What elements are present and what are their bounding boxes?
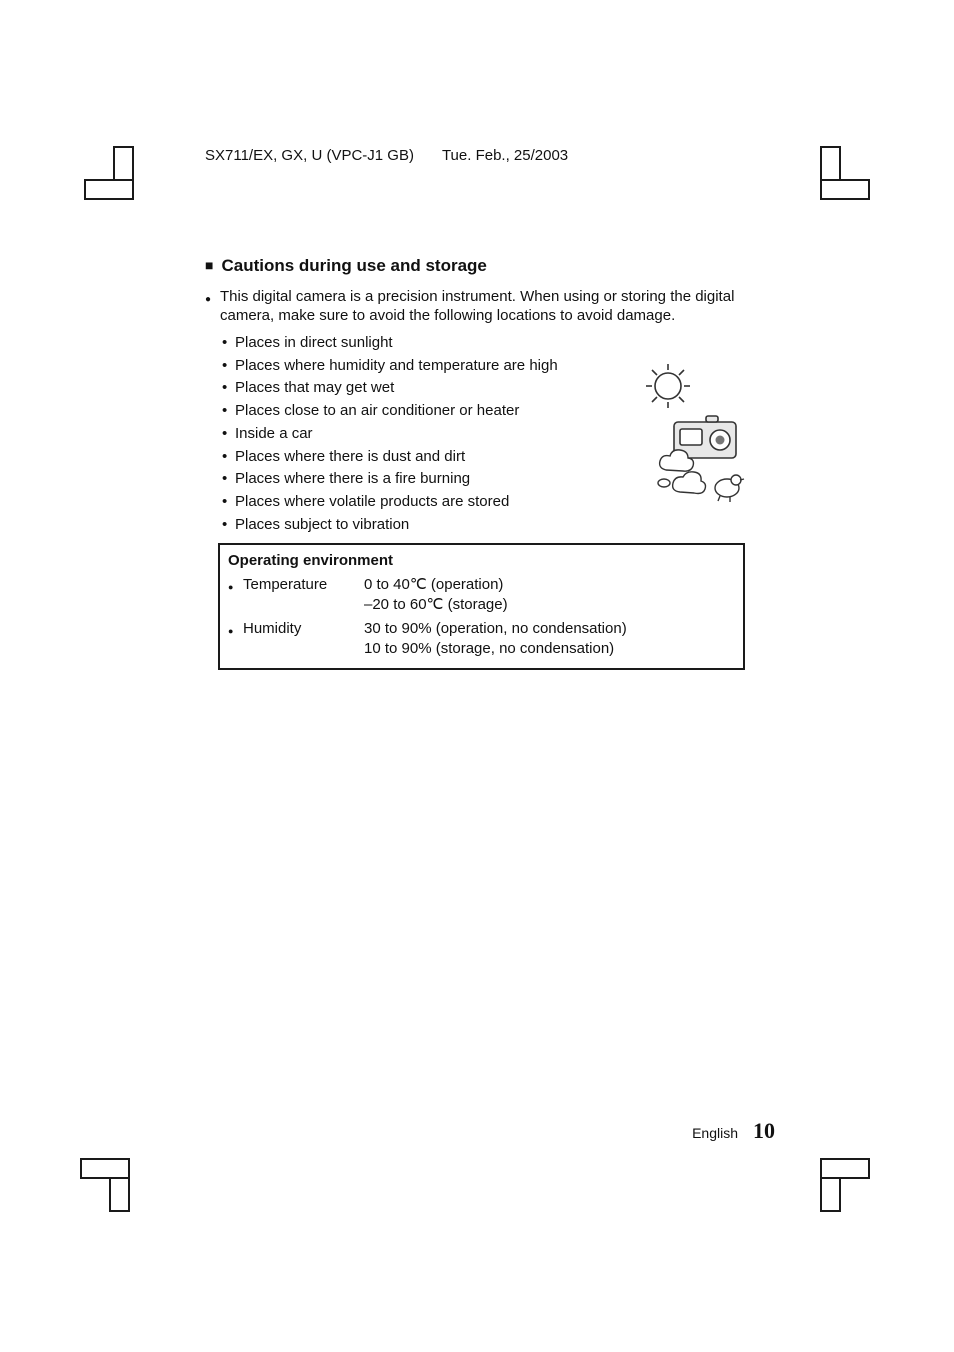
intro-text: This digital camera is a precision instrument. When using or storing the digital camera, make sure to avoid the following locations to avoid damage. [220,288,735,324]
list-item-text: Places where there is dust and dirt [235,447,466,465]
running-header [205,147,568,164]
row-label: Humidity [243,620,302,638]
bullet-icon [222,400,235,423]
list-item [222,491,635,514]
list-item-text: Places where humidity and temperature are high [235,356,558,374]
registration-mark-bar [820,179,870,200]
registration-mark-bar [113,146,134,181]
footer-language: English [692,1125,738,1141]
list-item [222,423,635,446]
intro-paragraph [205,287,747,325]
registration-mark-bar [820,146,841,181]
registration-mark-bar [109,1177,130,1212]
registration-mark-bar [84,179,134,200]
value-line: 0 to 40℃ (operation) [364,576,504,594]
list-item-text: Places where volatile products are stored [235,492,510,510]
document-date: Tue. Feb., 25/2003 [441,147,569,164]
camera-in-heat-illustration [630,352,752,510]
list-item [222,514,635,537]
list-item [222,355,635,378]
bullet-icon [222,423,235,446]
row-values [364,619,735,659]
bullet-icon [222,514,235,537]
list-item-text: Places subject to vibration [235,515,410,533]
bullet-icon [222,468,235,491]
document-id: SX711/EX, GX, U (VPC-J1 GB) [205,147,414,164]
table-row [228,619,735,659]
value-line: 10 to 90% (storage, no condensation) [364,640,615,658]
table-title: Operating environment [228,552,394,570]
locations-list [205,332,635,536]
list-item-text: Places in direct sunlight [235,334,393,351]
registration-mark-bar [820,1177,841,1212]
registration-mark-top-right [820,146,870,200]
caution-illustration [630,352,752,510]
list-item [222,400,635,423]
list-item [222,332,635,355]
registration-mark-top-left [84,146,134,200]
list-item [222,446,635,469]
bullet-icon [222,446,235,469]
list-item-text: Places where there is a fire burning [235,470,471,488]
bullet-icon [228,575,243,615]
registration-mark-bar [820,1158,870,1179]
bird-icon [715,475,744,502]
list-item-text: Places that may get wet [235,379,395,397]
bullet-icon [222,355,235,378]
bullet-icon [222,491,235,514]
list-item [222,377,635,400]
value-line: 30 to 90% (operation, no condensation) [364,620,627,638]
page-footer [692,1118,775,1144]
registration-mark-bar [80,1158,130,1179]
row-values [364,575,735,615]
sun-icon [646,364,690,408]
table-row [228,575,735,615]
section-title: ■ Cautions during use and storage [205,255,747,277]
list-item [222,468,635,491]
bullet-icon [222,377,235,400]
registration-mark-bottom-left [80,1158,130,1212]
bullet-icon [228,619,243,659]
registration-mark-bottom-right [820,1158,870,1212]
value-line: –20 to 60℃ (storage) [364,596,508,614]
row-label: Temperature [243,576,328,594]
list-item-text: Inside a car [235,424,313,442]
list-item-text: Places close to an air conditioner or heater [235,402,520,420]
bullet-icon [222,332,235,355]
operating-environment-table [218,543,745,670]
page-number: 10 [753,1118,775,1143]
bullet-icon [205,287,220,325]
